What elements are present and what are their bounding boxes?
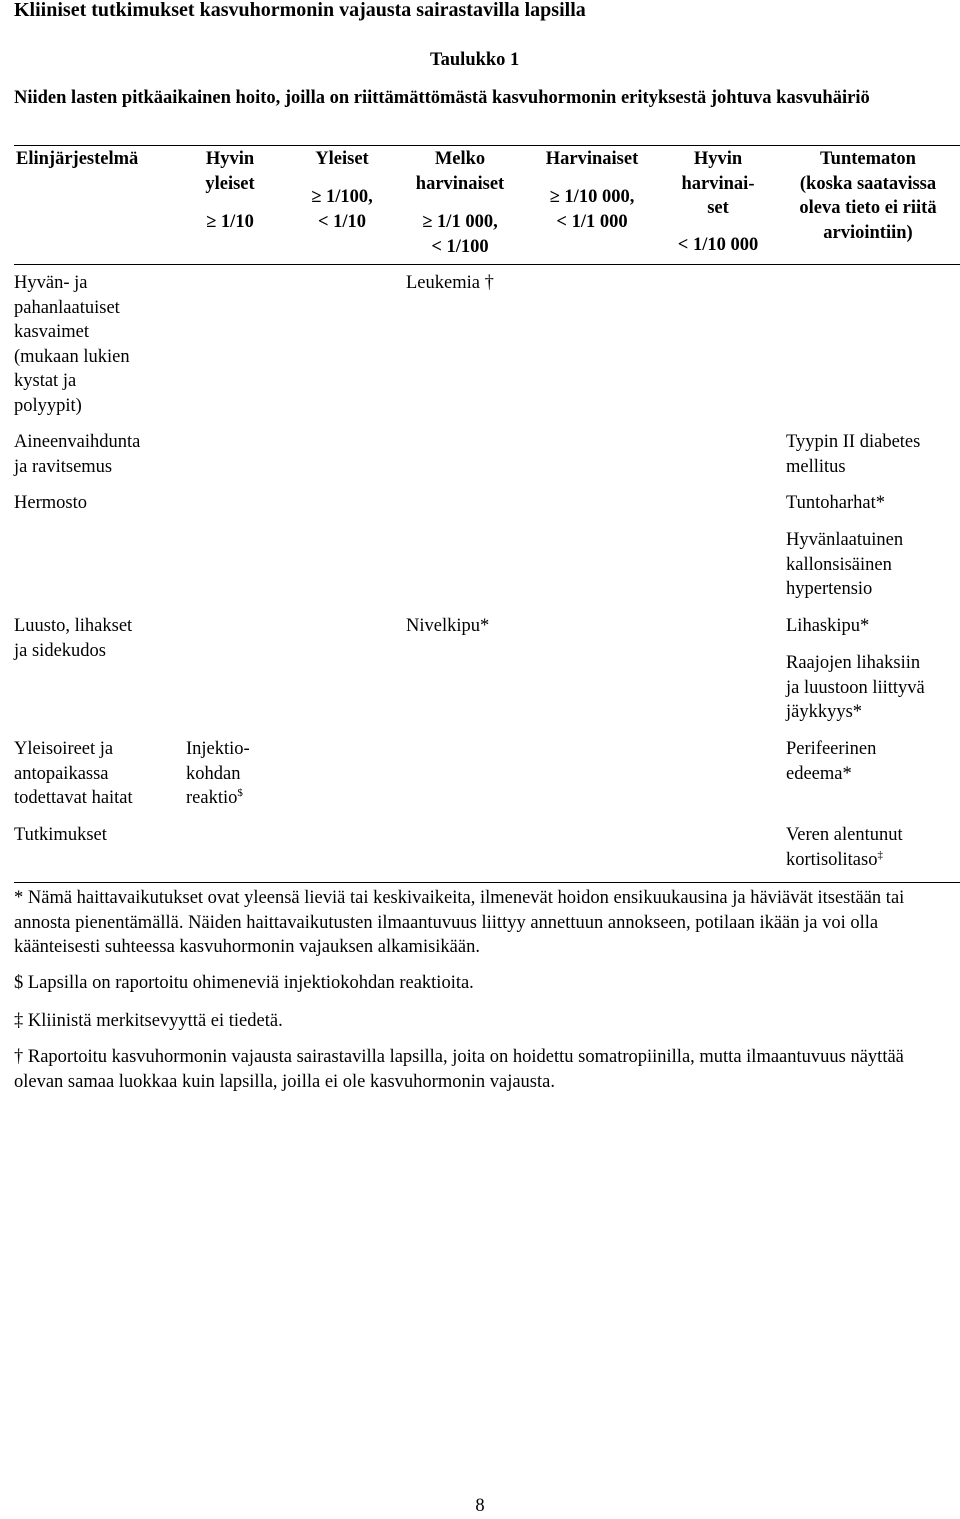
header-uncommon-freq: ≥ 1/1 000, < 1/100 (422, 212, 498, 257)
cell-intracranial-hypertension: Hyvänlaatuinen kallonsisäinen hypertensio (786, 530, 904, 599)
organ-general-disorders: Yleisoireet ja antopaikassa todettavat haitat (14, 739, 133, 808)
header-organ: Elinjärjestelmä (16, 149, 139, 169)
header-rare: Harvinaiset (545, 149, 639, 169)
table-label: Taulukko 1 (430, 50, 520, 70)
header-common-freq: ≥ 1/100, < 1/10 (311, 187, 373, 232)
cell-injection-site-reaction: Injektio- kohdan reaktio$ (186, 739, 250, 808)
footnote-double-dagger: ‡ Kliinistä merkitsevyyttä ei tiedetä. (14, 1011, 283, 1031)
header-common: Yleiset (315, 149, 369, 169)
organ-nervous-system: Hermosto (14, 493, 87, 513)
cell-myalgia: Lihaskipu* (786, 616, 870, 636)
cell-diabetes: Tyypin II diabetes mellitus (786, 432, 921, 477)
organ-metabolism: Aineenvaihdunta ja ravitsemus (14, 432, 141, 477)
footnote-asterisk: * Nämä haittavaikutukset ovat yleensä lieviä tai keskivaikeita, ilmenevät hoidon ensikuukausina ja häviävät itsestään tai annosta pienentämällä. Näiden haittavaikutusten ilmaantuvuus liittyy annettuun annokseen, potilaan ikään ja voi olla käänteisesti suhteessa kasvuhormonin vajauksen alkamisikään. (14, 888, 905, 957)
footnote-dagger: † Raportoitu kasvuhormonin vajausta sairastavilla lapsilla, joita on hoidettu somatropiinilla, mutta ilmaantuvuus näyttää olevan samaa luokkaa kuin lapsilla, joilla ei ole kasvuhormonin vajausta. (14, 1047, 904, 1092)
cell-stiffness: Raajojen lihaksiin ja luustoon liittyvä jäykkyys* (786, 653, 925, 722)
table-caption: Niiden lasten pitkäaikainen hoito, joilla on riittämättömästä kasvuhormonin erityksestä johtuva kasvuhäiriö (14, 88, 870, 108)
header-very-rare-freq: < 1/10 000 (677, 235, 759, 255)
cell-cortisol: Veren alentunut kortisolitaso‡ (786, 825, 903, 870)
header-very-common-freq: ≥ 1/10 (206, 212, 254, 232)
cell-paresthesia: Tuntoharhat* (786, 493, 886, 513)
section-title: Kliiniset tutkimukset kasvuhormonin vajausta sairastavilla lapsilla (14, 0, 586, 21)
header-not-known: Tuntematon (koska saatavissa oleva tieto ei riitä arviointiin) (799, 149, 937, 243)
header-rare-freq: ≥ 1/10 000, < 1/1 000 (549, 187, 635, 232)
header-uncommon: Melko harvinaiset (415, 149, 505, 194)
header-very-rare: Hyvin harvinai- set (681, 149, 755, 218)
cell-arthralgia: Nivelkipu* (406, 616, 490, 636)
cell-peripheral-edema: Perifeerinen edeema* (786, 739, 877, 784)
table-top-rule (14, 145, 960, 146)
page-number: 8 (475, 1496, 485, 1516)
cell-leukemia: Leukemia † (406, 273, 494, 293)
header-bottom-rule (14, 264, 960, 265)
footnote-dollar: $ Lapsilla on raportoitu ohimeneviä injektiokohdan reaktioita. (14, 973, 474, 993)
organ-investigations: Tutkimukset (14, 825, 107, 845)
organ-musculoskeletal: Luusto, lihakset ja sidekudos (14, 616, 133, 661)
table-bottom-rule (14, 882, 960, 883)
organ-neoplasms: Hyvän- ja pahanlaatuiset kasvaimet (mukaan lukien kystat ja polyypit) (14, 273, 130, 416)
header-very-common: Hyvin yleiset (205, 149, 255, 194)
